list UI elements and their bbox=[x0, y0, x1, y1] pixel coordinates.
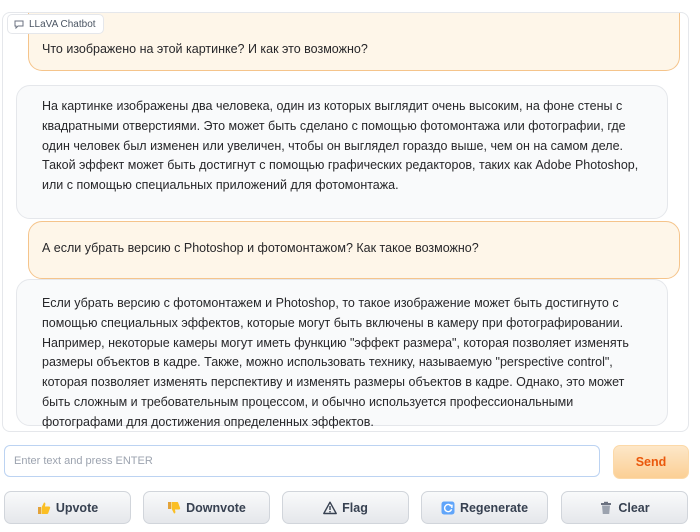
clear-label: Clear bbox=[618, 500, 650, 515]
flag-label: Flag bbox=[342, 500, 368, 515]
bot-message: Если убрать версию с фотомонтажем и Photoshop, то такое изображение может быть достигнуто с помощью специальных эффектов, которые могут быть включены в камеру при фотографировании. Например, некоторые камеры могут иметь функцию "эффект размера", которая позволяет изменять размеры объектов в кадре. Также, можно использовать технику, называемую "perspective control", которая позволяет изменять перспективу и изменять размеры объектов в кадре. Однако, это может быть сложным и требовательным процессом, и обычно используется профессиональными фотографами для достижения определенных эффектов. bbox=[16, 279, 668, 426]
downvote-label: Downvote bbox=[186, 500, 246, 515]
flag-button[interactable] bbox=[282, 491, 409, 524]
bot-message: На картинке изображены два человека, один из которых выглядит очень высоким, на фоне стены с квадратными отверстиями. Это может быть сделано с помощью фотомонтажа или фотографии, где один человек был изменен или увеличен, чтобы он выглядел гораздо выше, чем он на самом деле. Такой эффект может быть достигнут с помощью графических редакторов, таких как Adobe Photoshop, или с помощью специальных приложений для фотомонтажа. bbox=[16, 85, 668, 219]
chat-bubble-icon bbox=[14, 20, 24, 29]
trash-icon bbox=[599, 501, 613, 515]
thumbs-up-icon bbox=[37, 501, 51, 515]
regenerate-label: Regenerate bbox=[459, 500, 529, 515]
regenerate-button[interactable] bbox=[421, 491, 548, 524]
message-input[interactable] bbox=[4, 445, 600, 477]
upvote-label: Upvote bbox=[55, 500, 99, 515]
chatbot-label-text: LLaVA Chatbot bbox=[29, 18, 96, 30]
user-message: Что изображено на этой картинке? И как это возможно? bbox=[28, 12, 680, 71]
user-message: А если убрать версию с Photoshop и фотомонтажом? Как такое возможно? bbox=[28, 221, 680, 279]
refresh-icon bbox=[441, 501, 455, 515]
chatbot-panel bbox=[2, 12, 689, 432]
warning-icon bbox=[323, 501, 337, 515]
clear-button[interactable] bbox=[561, 491, 688, 524]
upvote-button[interactable] bbox=[4, 491, 131, 524]
downvote-button[interactable] bbox=[143, 491, 270, 524]
chatbot-label bbox=[7, 14, 104, 34]
thumbs-down-icon bbox=[167, 501, 181, 515]
send-button[interactable]: Send bbox=[613, 445, 689, 479]
